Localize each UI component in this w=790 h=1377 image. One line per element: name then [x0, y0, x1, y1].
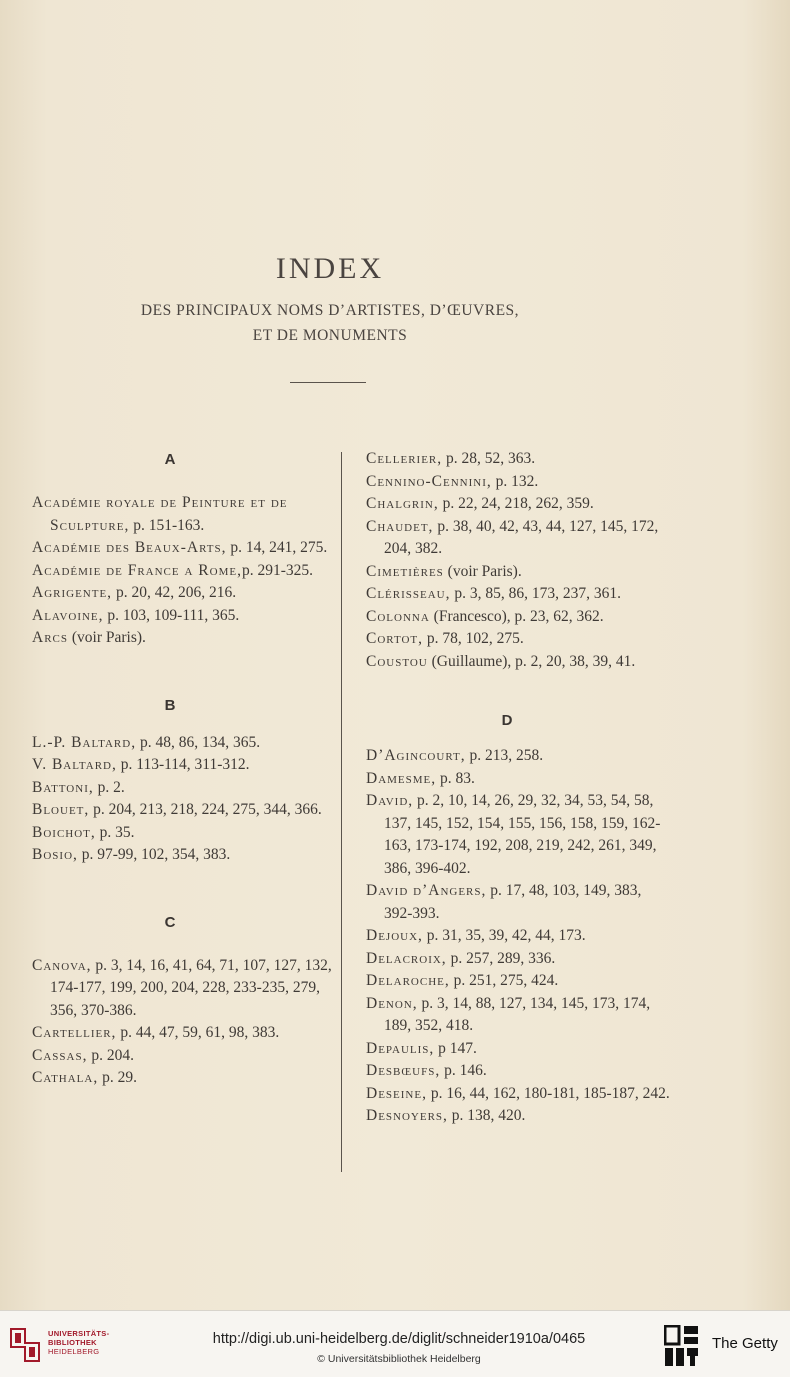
index-entry-refs: p. 16, 44, 162, 180-181, 185-187, 242. — [426, 1084, 670, 1102]
section-d-entries — [342, 745, 672, 1128]
index-entry-refs: (voir Paris). — [443, 562, 522, 580]
index-entry — [342, 493, 672, 516]
index-entry-refs: p. 2, 10, 14, 26, 29, 32, 34, 53, 54, 58, 137, 145, 152, 154, 155, 156, 158, 159, 162-163, 173-174, 192, 208, 219, 242, 261, 349, 386, 396-402. — [384, 792, 661, 877]
index-entry — [342, 516, 672, 561]
index-entry-refs: p. 78, 102, 275. — [423, 630, 524, 647]
index-entry-name: Canova, — [32, 956, 92, 974]
index-entry-refs: (Guillaume), p. 2, 20, 38, 39, 41. — [427, 652, 636, 670]
index-entry-name: V. Baltard, — [32, 756, 117, 773]
section-c-entries-right — [342, 448, 672, 673]
index-entry-name: Alavoine, — [32, 606, 104, 624]
index-entry — [0, 754, 340, 777]
index-entry-refs: p. 17, 48, 103, 149, 383, 392-393. — [384, 882, 642, 922]
index-entry-name: Desbœufs, — [366, 1062, 441, 1079]
index-entry-name: Coustou — [366, 652, 428, 670]
index-entry — [342, 606, 672, 629]
index-entry-name: Damesme, — [366, 769, 437, 787]
index-entry-name: Académie royale de Peinture et de Sculpture, — [32, 494, 288, 534]
section-a-entries — [0, 492, 340, 650]
index-entry-name: Depaulis, — [366, 1039, 435, 1057]
index-entry — [342, 790, 672, 880]
index-entry-name: Cassas, — [32, 1046, 88, 1064]
index-entry-name: Delaroche, — [366, 972, 450, 989]
index-entry-refs: p. 138, 420. — [447, 1107, 526, 1124]
index-entry — [342, 1060, 672, 1083]
index-entry-name: Cathala, — [32, 1069, 99, 1086]
left-column — [0, 448, 340, 1090]
index-entry-name: D’Agincourt, — [366, 747, 466, 764]
index-entry-name: Delacroix, — [366, 949, 447, 967]
index-entry — [0, 1022, 340, 1045]
index-entry — [342, 1083, 672, 1106]
partner-name: The Getty — [712, 1335, 778, 1352]
index-entry — [0, 955, 340, 1023]
index-entry-name: Dejoux, — [366, 927, 423, 944]
index-entry — [342, 948, 672, 971]
index-entry-refs: p. 103, 109-111, 365. — [103, 606, 240, 624]
title-rule — [290, 382, 366, 383]
index-entry — [0, 777, 340, 800]
index-entry — [0, 822, 340, 845]
index-entry-refs: p. 291-325. — [241, 561, 314, 579]
index-entry — [0, 492, 340, 537]
index-entry-name: Cortot, — [366, 630, 424, 647]
index-entry-name: Arcs — [32, 629, 68, 646]
index-entry-refs: p. 204. — [87, 1046, 134, 1064]
index-entry-refs: p. 3, 14, 88, 127, 134, 145, 173, 174, 189, 352, 418. — [384, 994, 651, 1034]
index-entry-refs: p. 3, 14, 16, 41, 64, 71, 107, 127, 132, 174-177, 199, 200, 204, 228, 233-235, 279, 356, 370-386. — [50, 956, 332, 1019]
index-entry-name: Deseine, — [366, 1084, 427, 1102]
index-entry-refs: (Francesco), p. 23, 62, 362. — [429, 607, 604, 625]
index-entry-name: Denon, — [366, 994, 418, 1012]
section-letter-a: A — [164, 451, 176, 468]
index-entry — [342, 628, 672, 651]
index-entry — [342, 745, 672, 768]
index-entry-refs: p. 251, 275, 424. — [449, 972, 559, 989]
index-entry-name: Blouet, — [32, 801, 90, 818]
index-entry-name: Académie des Beaux-Arts, — [32, 539, 227, 556]
index-entry — [0, 627, 340, 650]
index-entry-name: Battoni, — [32, 778, 94, 796]
library-name — [48, 1329, 109, 1356]
right-column — [342, 448, 672, 1128]
index-entry-refs: p. 113-114, 311-312. — [116, 756, 250, 773]
index-entry-name: L.-P. Baltard, — [32, 733, 137, 751]
page-subtitle-line1: DES PRINCIPAUX NOMS D’ARTISTES, D’ŒUVRES, — [140, 302, 520, 319]
index-entry — [342, 651, 672, 674]
getty-logo-icon — [664, 1325, 700, 1367]
index-entry-refs: p. 83. — [436, 769, 475, 787]
index-entry-refs: p. 48, 86, 134, 365. — [136, 733, 261, 751]
section-letter-d: D — [501, 712, 513, 729]
permalink-url[interactable]: http://digi.ub.uni-heidelberg.de/diglit/schneider1910a/0465 — [212, 1331, 586, 1347]
index-entry-name: Cimetières — [366, 562, 444, 580]
index-entry-refs: p. 14, 241, 275. — [226, 539, 328, 556]
section-b-entries — [0, 732, 340, 867]
index-entry — [342, 880, 672, 925]
index-entry-refs: p. 146. — [440, 1062, 487, 1079]
index-entry-name: Cellerier, — [366, 450, 443, 467]
index-entry-refs: p. 2. — [93, 778, 125, 796]
index-entry — [0, 732, 340, 755]
page-subtitle-line2: ET DE MONUMENTS — [252, 327, 408, 344]
viewer-footer — [0, 1310, 790, 1377]
index-entry-name: Cartellier, — [32, 1024, 117, 1041]
library-name-line1: UNIVERSITÄTS- — [48, 1329, 110, 1338]
index-entry-name: Agrigente, — [32, 584, 113, 601]
index-entry-name: Académie de France a Rome, — [32, 561, 242, 579]
index-entry — [342, 471, 672, 494]
index-entry-name: David, — [366, 792, 414, 809]
index-entry — [342, 925, 672, 948]
index-entry-refs: (voir Paris). — [68, 629, 146, 646]
index-entry-name: Clérisseau, — [366, 585, 451, 602]
library-name-line3: HEIDELBERG — [48, 1347, 100, 1356]
index-entry — [0, 537, 340, 560]
index-entry-refs: p. 151-163. — [129, 516, 205, 534]
index-entry — [342, 561, 672, 584]
index-entry-name: Chaudet, — [366, 517, 434, 535]
index-entry-refs: p. 257, 289, 336. — [446, 949, 556, 967]
index-entry — [0, 799, 340, 822]
index-entry-refs: p. 31, 35, 39, 42, 44, 173. — [422, 927, 586, 944]
index-entry-name: Bosio, — [32, 846, 78, 863]
index-entry — [0, 560, 340, 583]
copyright-notice: © Universitätsbibliothek Heidelberg — [317, 1353, 481, 1365]
index-entry — [342, 1038, 672, 1061]
index-entry-refs: p. 132. — [491, 472, 539, 490]
index-entry — [0, 844, 340, 867]
index-entry-refs: p. 20, 42, 206, 216. — [112, 584, 237, 601]
index-entry — [342, 768, 672, 791]
index-entry-refs: p. 97-99, 102, 354, 383. — [77, 846, 231, 863]
index-entry — [342, 993, 672, 1038]
index-entry-refs: p. 3, 85, 86, 173, 237, 361. — [450, 585, 621, 602]
index-entry — [0, 605, 340, 628]
index-entry-refs: p. 35. — [95, 823, 135, 841]
index-entry-name: David d’Angers, — [366, 882, 487, 899]
index-entry — [0, 582, 340, 605]
index-entry — [342, 448, 672, 471]
index-entry-name: Colonna — [366, 607, 430, 625]
library-name-line2: BIBLIOTHEK — [48, 1338, 97, 1347]
index-entry — [342, 583, 672, 606]
index-entry-refs: p. 29. — [98, 1069, 137, 1086]
section-letter-c: C — [164, 913, 176, 931]
index-entry-name: Desnoyers, — [366, 1107, 448, 1124]
index-entry-refs: p. 213, 258. — [465, 747, 544, 764]
index-entry-name: Cennino-Cennini, — [366, 472, 492, 490]
index-entry-name: Chalgrin, — [366, 495, 439, 512]
index-entry-refs: p. 44, 47, 59, 61, 98, 383. — [116, 1024, 280, 1041]
index-entry-refs: p. 22, 24, 218, 262, 359. — [438, 495, 594, 512]
index-entry-refs: p. 28, 52, 363. — [442, 450, 536, 467]
section-letter-b: B — [164, 696, 176, 714]
index-entry — [342, 970, 672, 993]
index-entry-refs: p 147. — [434, 1039, 477, 1057]
index-entry — [342, 1105, 672, 1128]
index-entry-name: Boichot, — [32, 823, 96, 841]
index-entry-refs: p. 38, 40, 42, 43, 44, 127, 145, 172, 204, 382. — [384, 517, 659, 557]
index-entry — [0, 1067, 340, 1090]
heidelberg-library-logo-icon — [8, 1325, 42, 1365]
index-entry — [0, 1045, 340, 1068]
index-entry-refs: p. 204, 213, 218, 224, 275, 344, 366. — [89, 801, 322, 818]
page-title: INDEX — [275, 252, 385, 285]
section-c-entries-left — [0, 955, 340, 1090]
